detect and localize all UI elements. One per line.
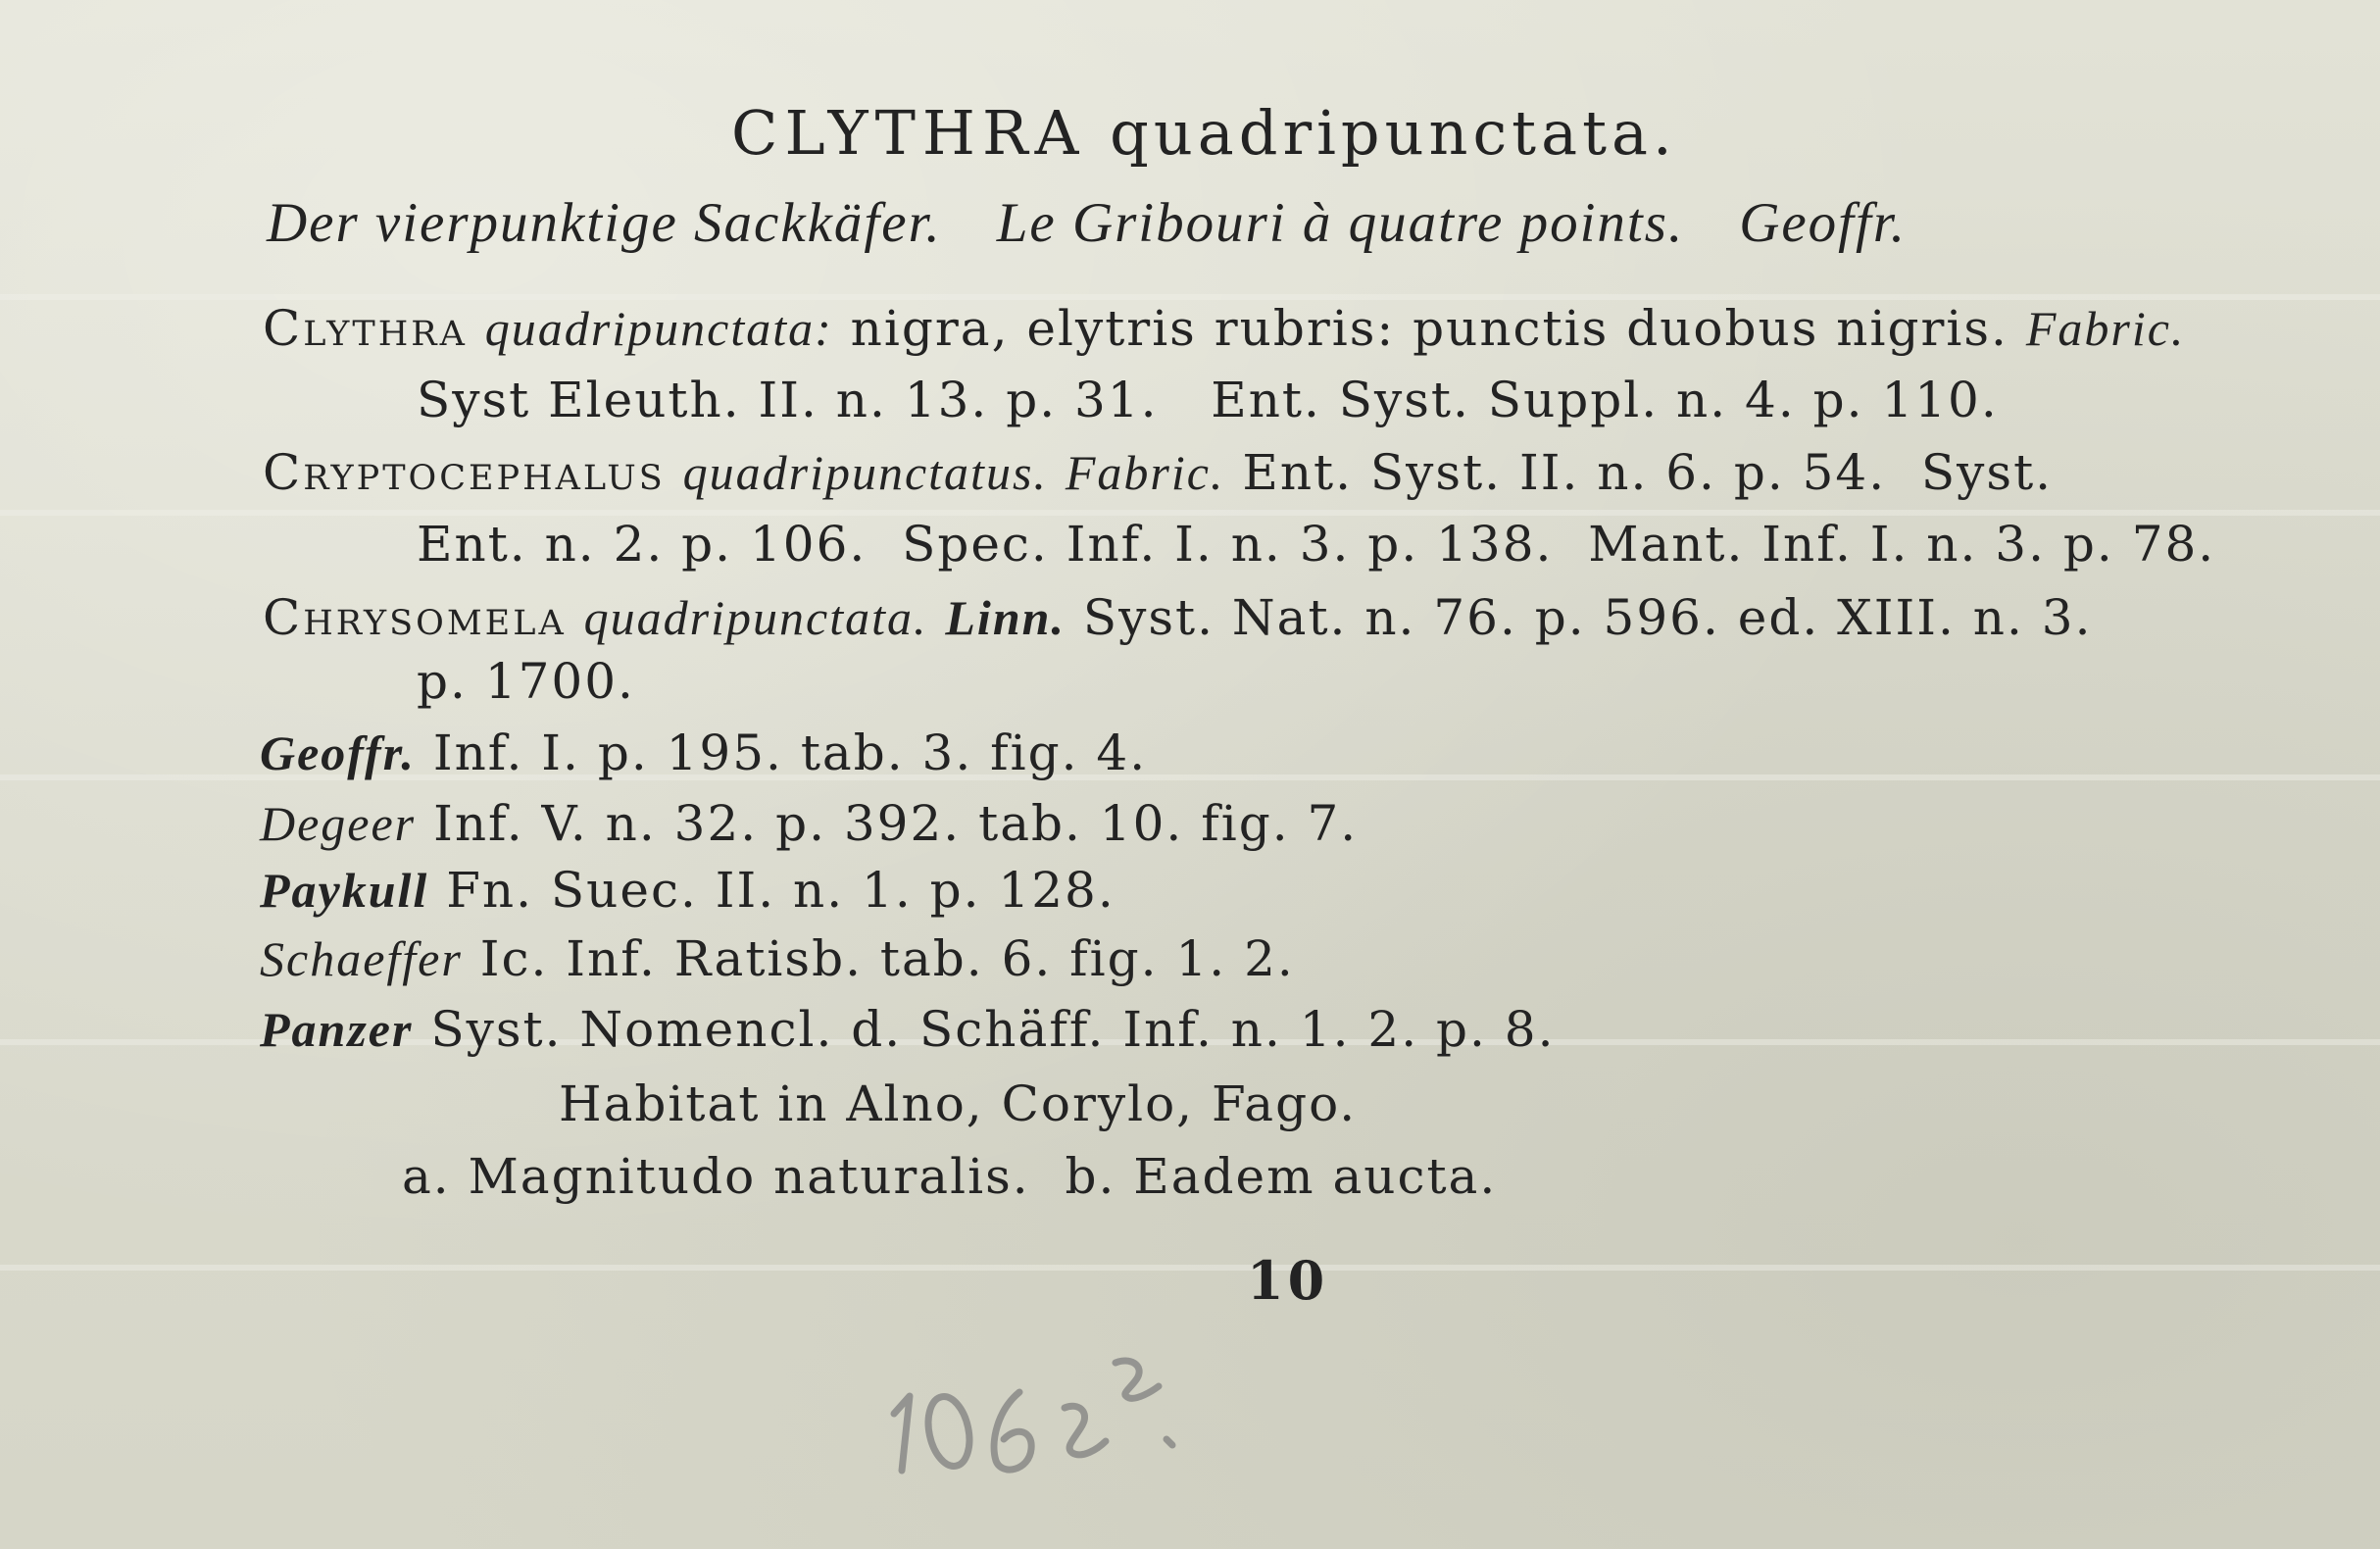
synonym-line [263, 443, 2053, 502]
synonym-continuation: p. 1700. [417, 653, 635, 710]
reference-line [260, 724, 1147, 782]
title-genus: CLYTHRA [731, 97, 1086, 169]
synonym-continuation: Ent. n. 2. p. 106. Spec. Inf. I. n. 3. p. 138. Mant. Inf. I. n. 3. p. 78. [417, 516, 2216, 573]
habitat-line: Habitat in Alno, Corylo, Fago. [559, 1075, 1358, 1132]
synonym-citation: Ent. Syst. II. n. 6. p. 54. Syst. [1242, 444, 2054, 501]
french-name: Le Gribouri à quatre points. [996, 192, 1685, 254]
french-name-author: Geoffr. [1739, 192, 1907, 254]
reference-citation: Inf. V. n. 32. p. 392. tab. 10. fig. 7. [433, 795, 1359, 852]
reference-citation: Inf. I. p. 195. tab. 3. fig. 4. [432, 725, 1148, 781]
common-names [267, 189, 1907, 258]
synonym-author: Fabric. [1065, 445, 1225, 500]
synonym-continuation: Syst Eleuth. II. n. 13. p. 31. Ent. Syst. Suppl. n. 4. p. 110. [417, 372, 1999, 428]
reference-author: Paykull [260, 863, 429, 918]
synonym-author: Linn. [945, 590, 1066, 645]
synonym-epithet: quadripunctata: [484, 301, 833, 356]
synonym-epithet: quadripunctatus. [682, 445, 1048, 500]
german-name: Der vierpunktige Sackkäfer. [267, 192, 942, 254]
reference-citation: Ic. Inf. Ratisb. tab. 6. fig. 1. 2. [479, 930, 1295, 987]
synonym-genus: Cryptocephalus [263, 444, 666, 501]
synonym-line [263, 588, 2092, 647]
page-number: 10 [1247, 1249, 1329, 1312]
reference-line [260, 861, 1116, 920]
synonym-line [263, 299, 2185, 358]
reference-line [260, 929, 1295, 988]
synonym-epithet: quadripunctata. [583, 590, 928, 645]
synonym-author: Fabric. [2025, 301, 2186, 356]
pencil-annotation [872, 1324, 1196, 1480]
reference-author: Geoffr. [260, 725, 416, 780]
paper-chain-line [0, 1265, 2380, 1271]
reference-line [260, 794, 1358, 853]
figure-caption: a. Magnitudo naturalis. b. Eadem aucta. [402, 1148, 1498, 1205]
synonym-genus: Chrysomela [263, 589, 567, 646]
synonym-citation: Syst. Nat. n. 76. p. 596. ed. XIII. n. 3. [1082, 589, 2093, 646]
reference-author: Degeer [260, 796, 417, 851]
reference-citation: Fn. Suec. II. n. 1. p. 128. [446, 862, 1116, 919]
reference-author: Schaeffer [260, 931, 463, 986]
title-species: quadripunctata. [1110, 97, 1677, 169]
synonym-genus: Clythra [263, 300, 468, 357]
reference-line [260, 1000, 1555, 1059]
species-title [731, 96, 1677, 171]
reference-author: Panzer [260, 1002, 414, 1057]
synonym-diagnosis: nigra, elytris rubris: punctis duobus nigris. [850, 300, 2008, 357]
reference-citation: Syst. Nomencl. d. Schäff. Inf. n. 1. 2. p. 8. [430, 1001, 1556, 1058]
